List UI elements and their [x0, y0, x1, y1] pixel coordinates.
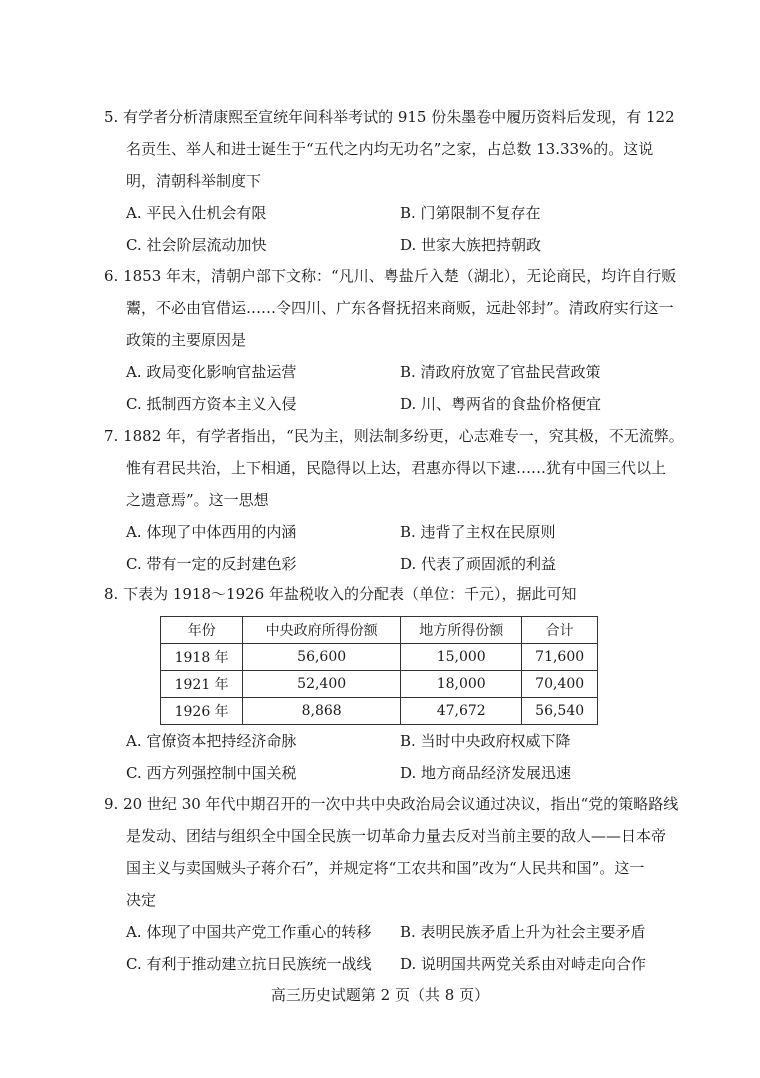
q9-option-a: A. 体现了中国共产党工作重心的转移 [126, 923, 372, 941]
table-cell: 1921 年 [161, 671, 243, 698]
table-cell: 52,400 [243, 671, 401, 698]
q7-option-c: C. 带有一定的反封建色彩 [126, 555, 297, 573]
question-7-line-1: 7. 1882 年，有学者指出，“民为主，则法制多纷更，心志难专一，究其极，不无流弊。 [104, 427, 684, 445]
question-5-line-1: 5. 有学者分析清康熙至宣统年间科举考试的 915 份朱墨卷中履历资料后发现，有 122 [104, 108, 675, 126]
table-cell: 8,868 [243, 698, 401, 725]
q5-option-b: B. 门第限制不复存在 [400, 204, 541, 222]
q6-option-d: D. 川、粤两省的食盐价格便宜 [400, 395, 602, 413]
question-9-line-3: 国主义与卖国贼头子蒋介石”，并规定将“工农共和国”改为“人民共和国”。这一 [126, 859, 645, 877]
table-header-cell: 地方所得份额 [401, 617, 522, 644]
table-cell: 56,540 [522, 698, 598, 725]
question-6-line-3: 政策的主要原因是 [126, 331, 247, 349]
table-cell: 15,000 [401, 644, 522, 671]
question-5-options [126, 197, 696, 261]
table-cell: 47,672 [401, 698, 522, 725]
question-7-line-2: 惟有君民共治，上下相通，民隐得以上达，君惠亦得以下逮……犹有中国三代以上 [126, 459, 667, 477]
question-5-line-3: 明，清朝科举制度下 [126, 172, 262, 190]
question-9-options [126, 916, 696, 980]
question-5-line-2: 名贡生、举人和进士诞生于“五代之内均无功名”之家，占总数 13.33%的。这说 [126, 140, 654, 158]
question-8-line-1: 8. 下表为 1918～1926 年盐税收入的分配表（单位：千元），据此可知 [104, 585, 577, 603]
question-8 [104, 578, 694, 610]
q8-option-d: D. 地方商品经济发展迅速 [400, 764, 572, 782]
question-7-line-3: 之遗意焉”。这一思想 [126, 491, 269, 509]
q5-option-c: C. 社会阶层流动加快 [126, 236, 267, 254]
table-cell: 56,600 [243, 644, 401, 671]
table-header-cell: 年份 [161, 617, 243, 644]
question-6-line-1: 6. 1853 年末，清朝户部下文称：“凡川、粤盐斤入楚（湖北），无论商民，均许自行贩 [104, 267, 677, 285]
q7-option-d: D. 代表了顽固派的利益 [400, 555, 557, 573]
table-cell: 1918 年 [161, 644, 243, 671]
table-row [161, 671, 598, 698]
q9-option-d: D. 说明国共两党关系由对峙走向合作 [400, 955, 647, 973]
question-9 [104, 788, 694, 916]
question-9-line-4: 决定 [126, 891, 157, 909]
question-6-line-2: 鬻，不必由官借运……令四川、广东各督抚招来商贩，远赴邻封”。清政府实行这一 [126, 299, 674, 317]
q6-option-c: C. 抵制西方资本主义入侵 [126, 395, 297, 413]
q5-option-a: A. 平民入仕机会有限 [126, 204, 267, 222]
question-9-line-1: 9. 20 世纪 30 年代中期召开的一次中共中央政治局会议通过决议，指出“党的策略路线 [104, 795, 679, 813]
q9-option-c: C. 有利于推动建立抗日民族统一战线 [126, 955, 372, 973]
question-6-options [126, 356, 696, 420]
question-9-line-2: 是发动、团结与组织全中国全民族一切革命力量去反对当前主要的敌人——日本帝 [126, 827, 667, 845]
q9-option-b: B. 表明民族矛盾上升为社会主要矛盾 [400, 923, 646, 941]
question-5 [104, 101, 694, 197]
q5-option-d: D. 世家大族把持朝政 [400, 236, 542, 254]
table-cell: 1926 年 [161, 698, 243, 725]
salt-tax-table [160, 616, 598, 725]
table-header-row [161, 617, 598, 644]
q6-option-b: B. 清政府放宽了官盐民营政策 [400, 363, 601, 381]
table-cell: 70,400 [522, 671, 598, 698]
table-row [161, 698, 598, 725]
table-cell: 18,000 [401, 671, 522, 698]
question-8-options [126, 725, 696, 789]
q7-option-b: B. 违背了主权在民原则 [400, 523, 556, 541]
table-row [161, 644, 598, 671]
q6-option-a: A. 政局变化影响官盐运营 [126, 363, 297, 381]
q8-option-c: C. 西方列强控制中国关税 [126, 764, 297, 782]
page-footer: 高三历史试题第 2 页（共 8 页） [270, 986, 490, 1004]
table-header-cell: 中央政府所得份额 [243, 617, 401, 644]
q8-option-a: A. 官僚资本把持经济命脉 [126, 732, 297, 750]
question-7-options [126, 516, 696, 580]
q7-option-a: A. 体现了中体西用的内涵 [126, 523, 297, 541]
q8-option-b: B. 当时中央政府权威下降 [400, 732, 571, 750]
table-cell: 71,600 [522, 644, 598, 671]
question-7 [104, 420, 694, 516]
table-header-cell: 合计 [522, 617, 598, 644]
question-6 [104, 260, 694, 356]
